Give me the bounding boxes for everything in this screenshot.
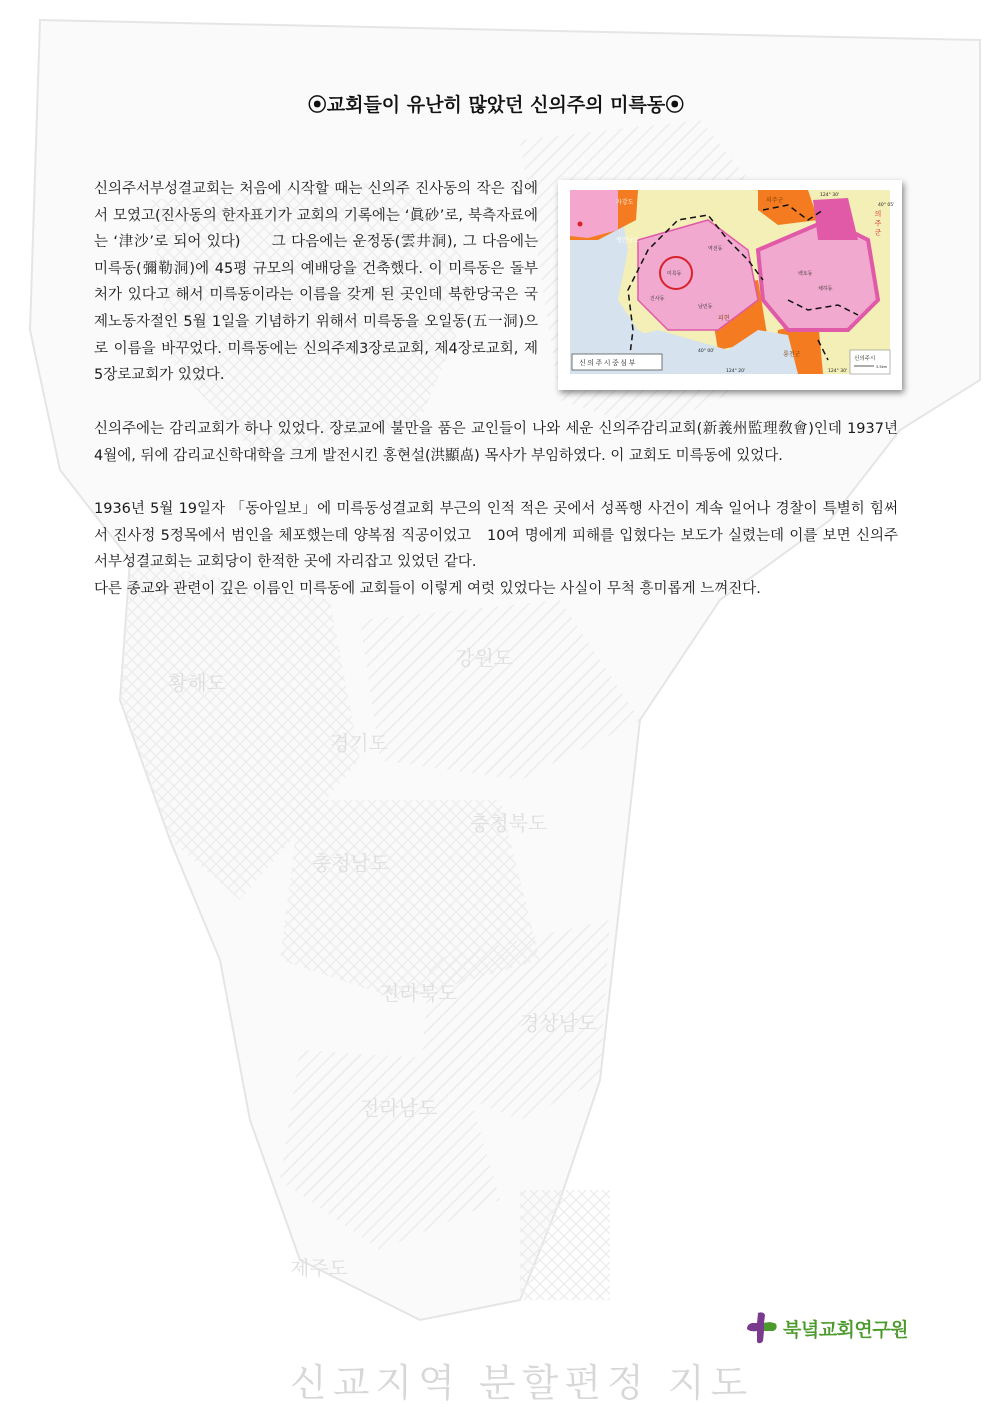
paragraph-3: 1936년 5월 19일자 「동아일보」에 미륵동성결교회 부근의 인적 적은 곳에서 성폭행 사건이 계속 일어나 경찰이 특별히 힘써서 진사정 5정목에서 범인을 체포했는데 양복점 직공이었고 10여 명에게 피해를 입혔다는 보도가 실렸는데 이를 보면 신의주서부성결교회는 교회당이 한적한 곳에 자리잡고 있었던 같다. [94,501,898,571]
coord-left: 40° 00' [698,349,715,354]
legend-scale: 3.5km [876,365,888,369]
sinuiju-map [558,180,902,390]
region-label: 평안남도 [616,237,640,244]
legend-label: 신의주시 [854,356,876,362]
coord-top: 124° 30' [820,193,840,198]
institute-logo [745,1311,908,1345]
paragraph-2: 신의주에는 감리교회가 하나 있었다. 장로교에 불만을 품은 교인들이 나와 세운 신의주감리교회(新義州監理敎會)인데 1937년 4월에, 뒤에 감리교신학대학을 크게 발전시킨 홍현설(洪顯卨) 목사가 부임하였다. 이 교회도 미륵동에 있었다. [94,421,898,464]
bg-province-label: 전라남도 [360,1096,438,1120]
bg-province-label: 충청북도 [470,811,548,835]
paragraph-4: 다른 종교와 관련이 깊은 이름인 미륵동에 교회들이 이렇게 여럿 있었다는 사실이 무척 흥미롭게 느껴진다. [94,581,761,597]
bg-province-label: 경기도 [330,731,388,755]
cross-logo-icon [745,1311,779,1345]
region-label: 의주군 [766,197,784,204]
dong-label: 역전동 [708,246,723,252]
bg-province-label: 제주도 [290,1256,348,1280]
bg-province-label: 경상남도 [520,1011,598,1035]
dong-label: 미륵동 [667,271,682,277]
region-label: 자강도 [616,199,634,206]
map-caption: 신의주시중심부 [579,359,637,367]
coord-right: 40° 05' [878,203,895,208]
bg-province-label: 전라북도 [380,981,458,1005]
logo-text: 북녘교회연구원 [783,1318,908,1341]
bg-province-label: 강원도 [455,646,513,670]
dong-label: 진사동 [650,296,665,302]
page-title: ⦿교회들이 유난히 많았던 신의주의 미륵동⦿ [307,94,685,116]
dong-label: 백토동 [798,271,813,277]
bg-province-label: 황해도 [168,671,226,695]
region-label: 룡천군 [783,351,801,358]
background-map-caption: 신교지역 분할편정 지도 [290,1361,754,1405]
coord-bottom-left: 124° 20' [726,369,746,374]
bg-province-label: 충청남도 [312,851,390,875]
coord-bottom-right: 124° 30' [828,369,848,374]
dong-label: 채하동 [818,286,833,292]
side-label: 의 주 군 [874,210,882,236]
dong-label: 남민동 [698,304,713,310]
region-label: 피현 [718,315,730,322]
paragraph-1: 신의주서부성결교회는 처음에 시작할 때는 신의주 진사동의 작은 집에서 모였고(진사동의 한자표기가 교회의 기록에는 ‘眞砂’로, 북측자료에는 ‘津沙’로 되어 있다) 그 다음에는 운정동(雲井洞), 그 다음에는 미륵동(彌勒洞)에 45평 규모의 예배당을 건축했다. 이 미륵동은 돌부처가 있다고 해서 미륵동이라는 이름을 갖게 된 곳인데 북한당국은 국제노동자절인 5월 1일을 기념하기 위해서 미륵동을 오일동(五一洞)으로 이름을 바꾸었다. 미륵동에는 신의주제3장로교회, 제4장로교회, 제5장로교회가 있었다. [94,181,538,384]
